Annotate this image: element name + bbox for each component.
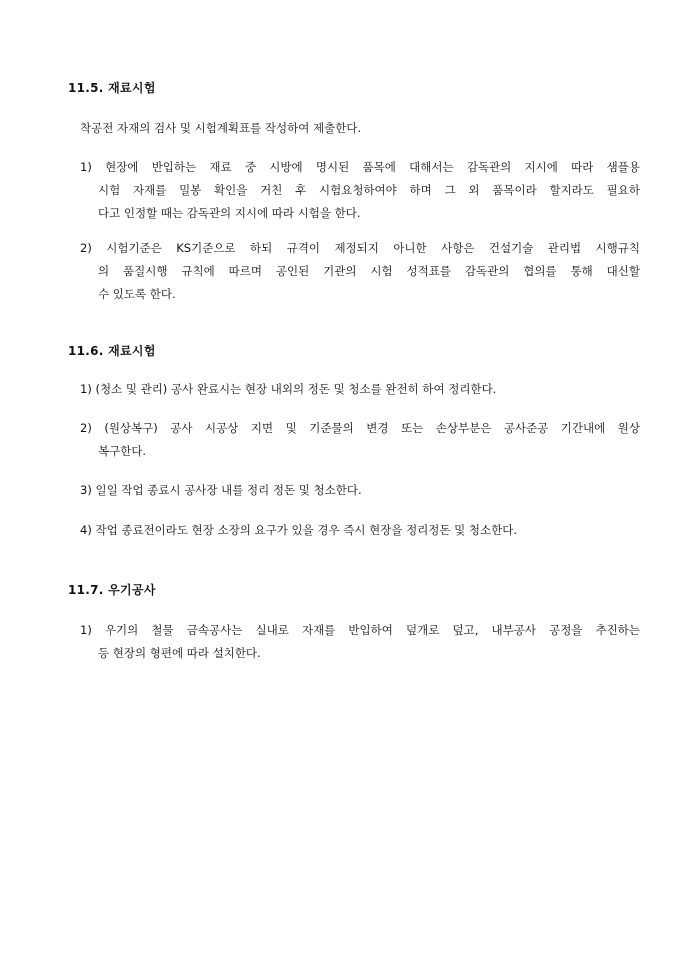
item-line: 수 있도록 한다. xyxy=(98,287,176,301)
section-heading-11-6: 11.6. 재료시험 xyxy=(68,344,156,358)
list-item-11-5-2b xyxy=(80,237,640,306)
item-line: 3) 일일 작업 종료시 공사장 내를 정리 정돈 및 청소한다. xyxy=(80,483,362,497)
item-line: 1) (청소 및 관리) 공사 완료시는 현장 내외의 정돈 및 청소를 완전히 하여 정리한다. xyxy=(80,382,497,396)
item-line: 다고 인정할 때는 감독관의 지시에 따라 시험을 한다. xyxy=(98,206,361,220)
list-item-11-6-4 xyxy=(80,519,640,542)
item-line: 2) (원상복구) 공사 시공상 지면 및 기준물의 변경 또는 손상부분은 공사준공 기간내에 원상 xyxy=(80,421,640,435)
list-item-11-6-3 xyxy=(80,479,640,502)
item-line: 2) 시험기준은 KS기준으로 하되 규격이 제정되지 아니한 사항은 건설기술 관리법 시행규칙 xyxy=(80,241,640,255)
list-item-11-7-1 xyxy=(80,619,640,665)
item-line: 등 현장의 형편에 따라 설치한다. xyxy=(98,646,261,660)
item-line: 1) 우기의 철물 금속공사는 실내로 자재를 반입하여 덮개로 덮고, 내부공사 공정을 추진하는 xyxy=(80,623,640,637)
section-heading-11-5: 11.5. 재료시험 xyxy=(68,81,156,95)
section-heading-11-7: 11.7. 우기공사 xyxy=(68,583,156,597)
item-line: 1) 현장에 반입하는 재료 중 시방에 명시된 품목에 대해서는 감독관의 지시에 따라 샘플용 xyxy=(80,160,640,174)
list-item-11-6-1 xyxy=(80,378,640,401)
item-line: 4) 작업 종료전이라도 현장 소장의 요구가 있을 경우 즉시 현장을 정리정돈 및 청소한다. xyxy=(80,523,518,537)
item-line: 의 품질시행 규칙에 따르며 공인된 기관의 시험 성적표를 감독관의 협의를 통해 대신할 xyxy=(98,264,640,278)
section-intro-11-5: 착공전 자재의 검사 및 시험계획표를 작성하여 제출한다. xyxy=(80,121,362,135)
item-line: 시험 자재를 밀봉 확인을 거친 후 시험요청하여야 하며 그 외 품목이라 할지라도 필요하 xyxy=(98,183,640,197)
list-item-11-6-2 xyxy=(80,417,640,463)
item-line: 복구한다. xyxy=(98,444,147,458)
list-item-11-5-1 xyxy=(80,156,640,225)
